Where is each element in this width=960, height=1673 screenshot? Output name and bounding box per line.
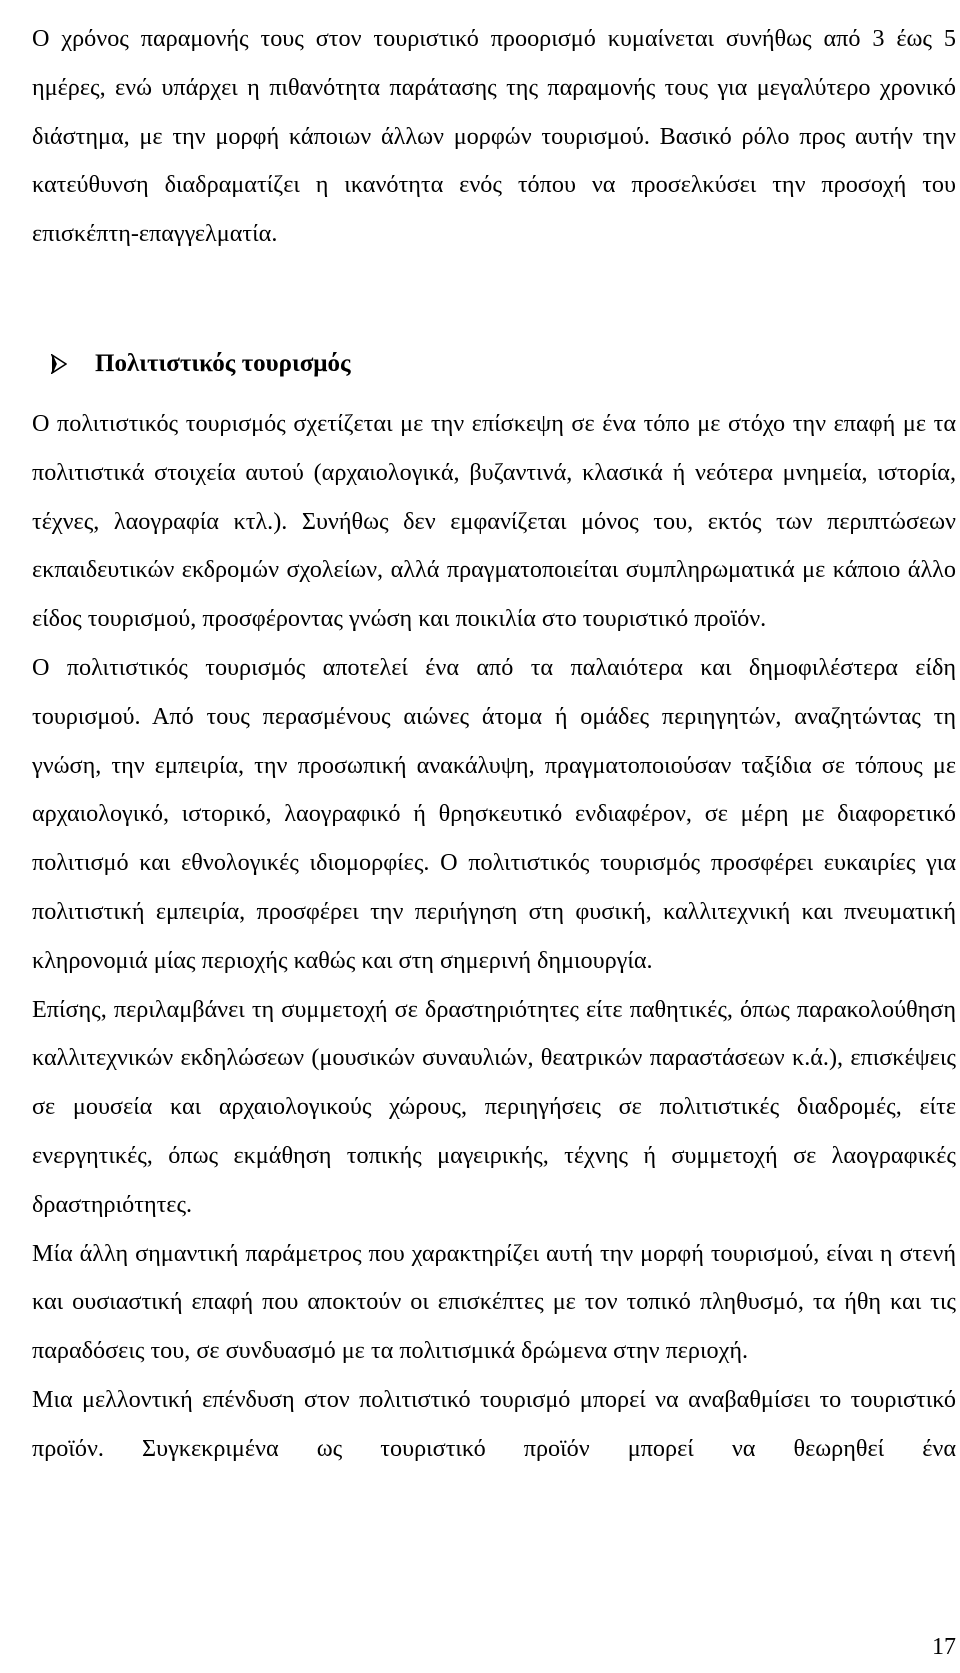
page-number: 17: [932, 1634, 956, 1660]
intro-paragraph: Ο χρόνος παραμονής τους στον τουριστικό προορισμό κυμαίνεται συνήθως από 3 έως 5 ημέρες, ενώ υπάρχει η πιθανότητα παράτασης της παραμονής τους για μεγαλύτερο χρονικό διάστημα, με την μορφή κάποιων άλλων μορφών τουρισμού. Βασικό ρόλο προς αυτήν την κατεύθυνση διαδραματίζει η ικανότητα ενός τόπου να προσελκύσει την προσοχή του επισκέπτη-επαγγελματία.: [32, 25, 956, 248]
section-heading: [32, 340, 956, 388]
arrow-bullet-icon: [51, 354, 67, 374]
paragraph: Μία άλλη σημαντική παράμετρος που χαρακτηρίζει αυτή την μορφή τουρισμού, είναι η στενή και ουσιαστική επαφή που αποκτούν οι επισκέπτες με τον τοπικό πληθυσμό, τα ήθη και τις παραδόσεις του, σε συνδυασμό με τα πολιτισμικά δρώμενα στην περιοχή.: [32, 1239, 956, 1365]
paragraph: Ο πολιτιστικός τουρισμός σχετίζεται με την επίσκεψη σε ένα τόπο με στόχο την επαφή με τα πολιτιστικά στοιχεία αυτού (αρχαιολογικά, βυζαντινά, κλασικά ή νεότερα μνημεία, ιστορία, τέχνες, λαογραφία κτλ.). Συνήθως δεν εμφανίζεται μόνος του, εκτός των περιπτώσεων εκπαιδευτικών εκδρομών σχολείων, αλλά πραγματοποιείται συμπληρωματικά με κάποιο άλλο είδος τουρισμού, προσφέροντας γνώση και ποικιλία στο τουριστικό προϊόν.: [32, 409, 956, 633]
paragraph: Ο πολιτιστικός τουρισμός αποτελεί ένα από τα παλαιότερα και δημοφιλέστερα είδη τουρισμού. Από τους περασμένους αιώνες άτομα ή ομάδες περιηγητών, αναζητώντας τη γνώση, την εμπειρία, την προσωπική ανακάλυψη, πραγματοποιούσαν ταξίδια σε τόπους με αρχαιολογικό, ιστορικό, λαογραφικό ή θρησκευτικό ενδιαφέρον, σε μέρη με διαφορετικό πολιτισμό και εθνολογικές ιδιομορφίες. Ο πολιτιστικός τουρισμός προσφέρει ευκαιρίες για πολιτιστική εμπειρία, προσφέρει την περιήγηση στη φυσική, καλλιτεχνική και πνευματική κληρονομιά μίας περιοχής καθώς και στη σημερινή δημιουργία.: [32, 653, 956, 974]
section-heading-text: Πολιτιστικός τουρισμός: [95, 349, 351, 377]
paragraph: Επίσης, περιλαμβάνει τη συμμετοχή σε δραστηριότητες είτε παθητικές, όπως παρακολούθηση καλλιτεχνικών εκδηλώσεων (μουσικών συναυλιών, θεατρικών παραστάσεων κ.ά.), επισκέψεις σε μουσεία και αρχαιολογικούς χώρους, περιηγήσεις σε πολιτιστικές διαδρομές, είτε ενεργητικές, όπως εκμάθηση τοπικής μαγειρικής, τέχνης ή συμμετοχή σε λαογραφικές δραστηριότητες.: [32, 995, 956, 1218]
document-page: [32, 0, 956, 1474]
paragraph: Μια μελλοντική επένδυση στον πολιτιστικό τουρισμό μπορεί να αναβαθμίσει το τουριστικό προϊόν. Συγκεκριμένα ως τουριστικό προϊόν μπορεί να θεωρηθεί ένα: [32, 1385, 956, 1462]
